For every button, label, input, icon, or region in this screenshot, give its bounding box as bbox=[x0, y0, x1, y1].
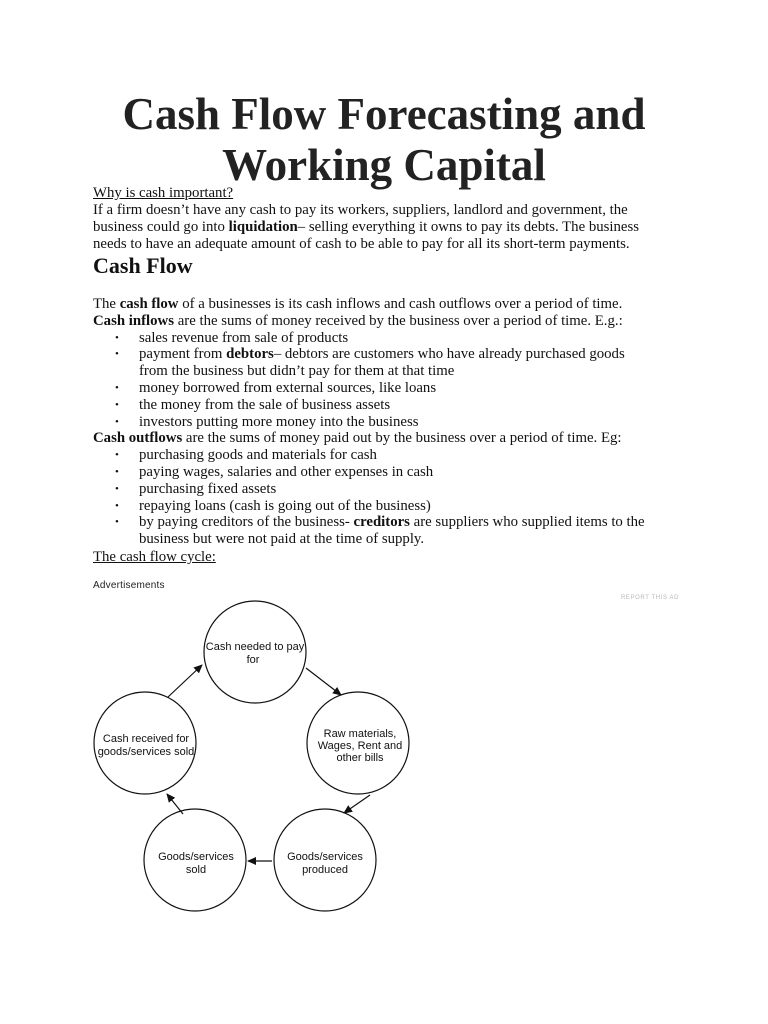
node-2-line-2: Wages, Rent and bbox=[317, 740, 403, 752]
cash-flow-heading: Cash Flow bbox=[93, 253, 193, 278]
node-1-line-2: for bbox=[246, 654, 260, 666]
advertisements-label: Advertisements bbox=[93, 580, 165, 591]
debtors-term: debtors bbox=[226, 346, 274, 362]
inflow-item-3: money borrowed from external sources, like loans bbox=[139, 380, 437, 396]
def-end: of a businesses is its cash inflows and cash outflows over a period of time. bbox=[178, 296, 623, 312]
bullet: • bbox=[115, 332, 119, 344]
liquidation-term: liquidation bbox=[228, 219, 298, 235]
bullet: • bbox=[115, 399, 119, 411]
node-4-line-1: Goods/services bbox=[158, 851, 234, 863]
outflow-item-5-cont: business but were not paid at the time of supply. bbox=[139, 531, 425, 547]
node-3-line-1: Goods/services bbox=[287, 851, 363, 863]
why-line-3: needs to have an adequate amount of cash to be able to pay for all its short-term payments. bbox=[93, 236, 630, 252]
outflow-5-start: by paying creditors of the business- bbox=[139, 514, 354, 530]
inflow-item-1: sales revenue from sale of products bbox=[139, 330, 349, 346]
arrow-5 bbox=[168, 665, 202, 697]
inflow-item-5: investors putting more money into the business bbox=[139, 414, 419, 430]
inflow-item-2-cont: from the business but didn’t pay for them at that time bbox=[139, 363, 455, 379]
why-line-1: If a firm doesn’t have any cash to pay its workers, suppliers, landlord and government, the bbox=[93, 202, 628, 218]
outflow-item-2: paying wages, salaries and other expenses in cash bbox=[139, 464, 434, 480]
why-line-2-start: business could go into bbox=[93, 219, 229, 235]
bullet: • bbox=[115, 416, 119, 428]
node-2-line-3: other bills bbox=[336, 752, 384, 764]
node-2-line-1: Raw materials, bbox=[323, 728, 397, 740]
bullet: • bbox=[115, 483, 119, 495]
cash-flow-cycle-heading: The cash flow cycle: bbox=[93, 549, 216, 565]
title-line-1: Cash Flow Forecasting and bbox=[122, 89, 646, 139]
bullet: • bbox=[115, 516, 119, 528]
node-5-line-1: Cash received for bbox=[102, 733, 190, 745]
bullet: • bbox=[115, 382, 119, 394]
node-3-line-2: produced bbox=[302, 864, 348, 876]
cash-flow-term: cash flow bbox=[119, 296, 179, 312]
bullet: • bbox=[115, 449, 119, 461]
inflows-def-text: are the sums of money received by the business over a period of time. E.g.: bbox=[174, 313, 623, 329]
inflow-item-4: the money from the sale of business assets bbox=[139, 397, 391, 413]
cash-outflows-term: Cash outflows bbox=[93, 430, 183, 446]
arrow-1 bbox=[306, 668, 341, 695]
def-start: The bbox=[93, 296, 120, 312]
node-1-line-1: Cash needed to pay bbox=[205, 641, 305, 653]
why-heading: Why is cash important? bbox=[93, 185, 234, 201]
arrow-2 bbox=[344, 795, 370, 813]
inflow-2-end: – debtors are customers who have already purchased goods bbox=[273, 346, 625, 362]
node-4-line-2: sold bbox=[185, 864, 207, 876]
outflow-5-end: are suppliers who supplied items to the bbox=[409, 514, 645, 530]
bullet: • bbox=[115, 500, 119, 512]
bullet: • bbox=[115, 348, 119, 360]
inflow-2-start: payment from bbox=[139, 346, 227, 362]
outflows-def-text: are the sums of money paid out by the business over a period of time. Eg: bbox=[182, 430, 622, 446]
bullet: • bbox=[115, 466, 119, 478]
why-line-2-end: – selling everything it owns to pay its debts. The business bbox=[297, 219, 639, 235]
outflow-item-3: purchasing fixed assets bbox=[139, 481, 277, 497]
outflow-item-4: repaying loans (cash is going out of the business) bbox=[139, 498, 431, 514]
title-line-2: Working Capital bbox=[222, 140, 546, 190]
node-5-line-2: goods/services sold bbox=[97, 746, 195, 758]
report-ad-link[interactable]: REPORT THIS AD bbox=[621, 595, 680, 601]
arrow-4 bbox=[167, 794, 183, 814]
outflow-item-1: purchasing goods and materials for cash bbox=[139, 447, 377, 463]
cash-inflows-term: Cash inflows bbox=[93, 313, 174, 329]
creditors-term: creditors bbox=[353, 514, 410, 530]
